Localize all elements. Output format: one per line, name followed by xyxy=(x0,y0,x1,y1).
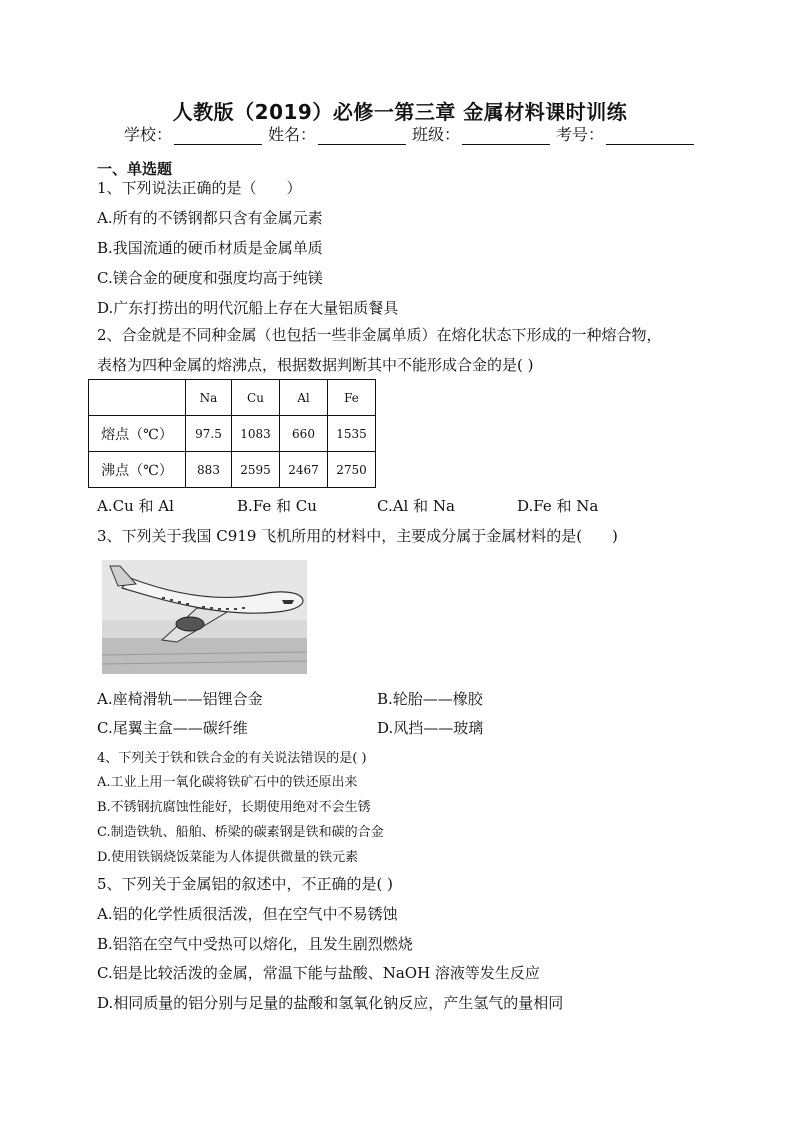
q4-option-d: D.使用铁锅烧饭菜能为人体提供微量的铁元素 xyxy=(97,850,359,865)
table-header-cell xyxy=(89,380,186,416)
table-header-cell: Na xyxy=(186,380,232,416)
q1-option-c: C.镁合金的硬度和强度均高于纯镁 xyxy=(97,269,323,287)
q1-option-b: B.我国流通的硬币材质是金属单质 xyxy=(97,239,323,257)
melting-boiling-table xyxy=(88,379,376,488)
table-row xyxy=(89,416,376,452)
student-info-line xyxy=(124,122,700,145)
q5-stem: 5、下列关于金属铝的叙述中，不正确的是( ) xyxy=(97,875,394,893)
page-title: 人教版（2019）必修一第三章 金属材料课时训练 xyxy=(172,100,628,124)
q1-option-d: D.广东打捞出的明代沉船上存在大量铝质餐具 xyxy=(97,299,399,317)
table-cell: 97.5 xyxy=(186,416,232,452)
table-cell: 660 xyxy=(280,416,328,452)
info-school xyxy=(124,122,262,145)
q1-stem: 1、下列说法正确的是（ ） xyxy=(97,179,302,197)
info-exam-number xyxy=(556,122,694,145)
table-cell: 883 xyxy=(186,452,232,488)
q3-options-row2 xyxy=(97,717,483,738)
table-cell: 沸点（℃） xyxy=(89,452,186,488)
q4-option-c: C.制造铁轨、船舶、桥梁的碳素钢是铁和碳的合金 xyxy=(97,825,384,840)
q3-option-b: B.轮胎——橡胶 xyxy=(377,690,483,708)
exam-number-blank[interactable] xyxy=(606,128,694,145)
info-name-label: 姓名： xyxy=(268,125,317,144)
table-header-row xyxy=(89,380,376,416)
q5-option-d: D.相同质量的铝分别与足量的盐酸和氢氧化钠反应，产生氢气的量相同 xyxy=(97,994,564,1012)
q2-option-c: C.Al 和 Na xyxy=(377,497,455,515)
q3-option-d: D.风挡——玻璃 xyxy=(377,719,484,737)
q3-stem: 3、下列关于我国 C919 飞机所用的材料中，主要成分属于金属材料的是( ) xyxy=(97,527,618,545)
table-cell: 2750 xyxy=(328,452,376,488)
table-header-cell: Al xyxy=(280,380,328,416)
q3-options-row1 xyxy=(97,688,483,709)
q2-option-a: A.Cu 和 Al xyxy=(97,497,174,515)
table-cell: 熔点（℃） xyxy=(89,416,186,452)
q5-option-a: A.铝的化学性质很活泼，但在空气中不易锈蚀 xyxy=(97,905,398,923)
info-class xyxy=(412,122,550,145)
q4-stem: 4、下列关于铁和铁合金的有关说法错误的是( ) xyxy=(97,751,367,766)
info-exam-number-label: 考号： xyxy=(556,125,605,144)
table-cell: 2467 xyxy=(280,452,328,488)
q5-option-c: C.铝是比较活泼的金属，常温下能与盐酸、NaOH 溶液等发生反应 xyxy=(97,964,540,982)
q4-option-b: B.不锈钢抗腐蚀性能好，长期使用绝对不会生锈 xyxy=(97,800,371,815)
q5-option-b: B.铝箔在空气中受热可以熔化，且发生剧烈燃烧 xyxy=(97,935,413,953)
q3-option-c: C.尾翼主盒——碳纤维 xyxy=(97,719,248,737)
table-header-cell: Cu xyxy=(232,380,280,416)
q2-option-d: D.Fe 和 Na xyxy=(517,497,599,515)
table-cell: 1535 xyxy=(328,416,376,452)
school-blank[interactable] xyxy=(174,128,262,145)
class-blank[interactable] xyxy=(462,128,550,145)
info-class-label: 班级： xyxy=(412,125,461,144)
c919-airplane-image xyxy=(102,560,307,674)
q1-option-a: A.所有的不锈钢都只含有金属元素 xyxy=(97,209,323,227)
q2-option-b: B.Fe 和 Cu xyxy=(237,497,317,515)
info-school-label: 学校： xyxy=(124,125,173,144)
q2-stem-line1: 2、合金就是不同种金属（也包括一些非金属单质）在熔化状态下形成的一种熔合物， xyxy=(97,326,662,344)
q2-options xyxy=(97,495,598,516)
table-cell: 2595 xyxy=(232,452,280,488)
table-cell: 1083 xyxy=(232,416,280,452)
section-title: 一、单选题 xyxy=(97,160,173,178)
q3-option-a: A.座椅滑轨——铝锂合金 xyxy=(97,690,263,708)
table-header-cell: Fe xyxy=(328,380,376,416)
info-name xyxy=(268,122,406,145)
q4-option-a: A.工业上用一氧化碳将铁矿石中的铁还原出来 xyxy=(97,775,358,790)
name-blank[interactable] xyxy=(318,128,406,145)
table-row xyxy=(89,452,376,488)
q2-stem-line2: 表格为四种金属的熔沸点，根据数据判断其中不能形成合金的是( ) xyxy=(97,356,534,374)
